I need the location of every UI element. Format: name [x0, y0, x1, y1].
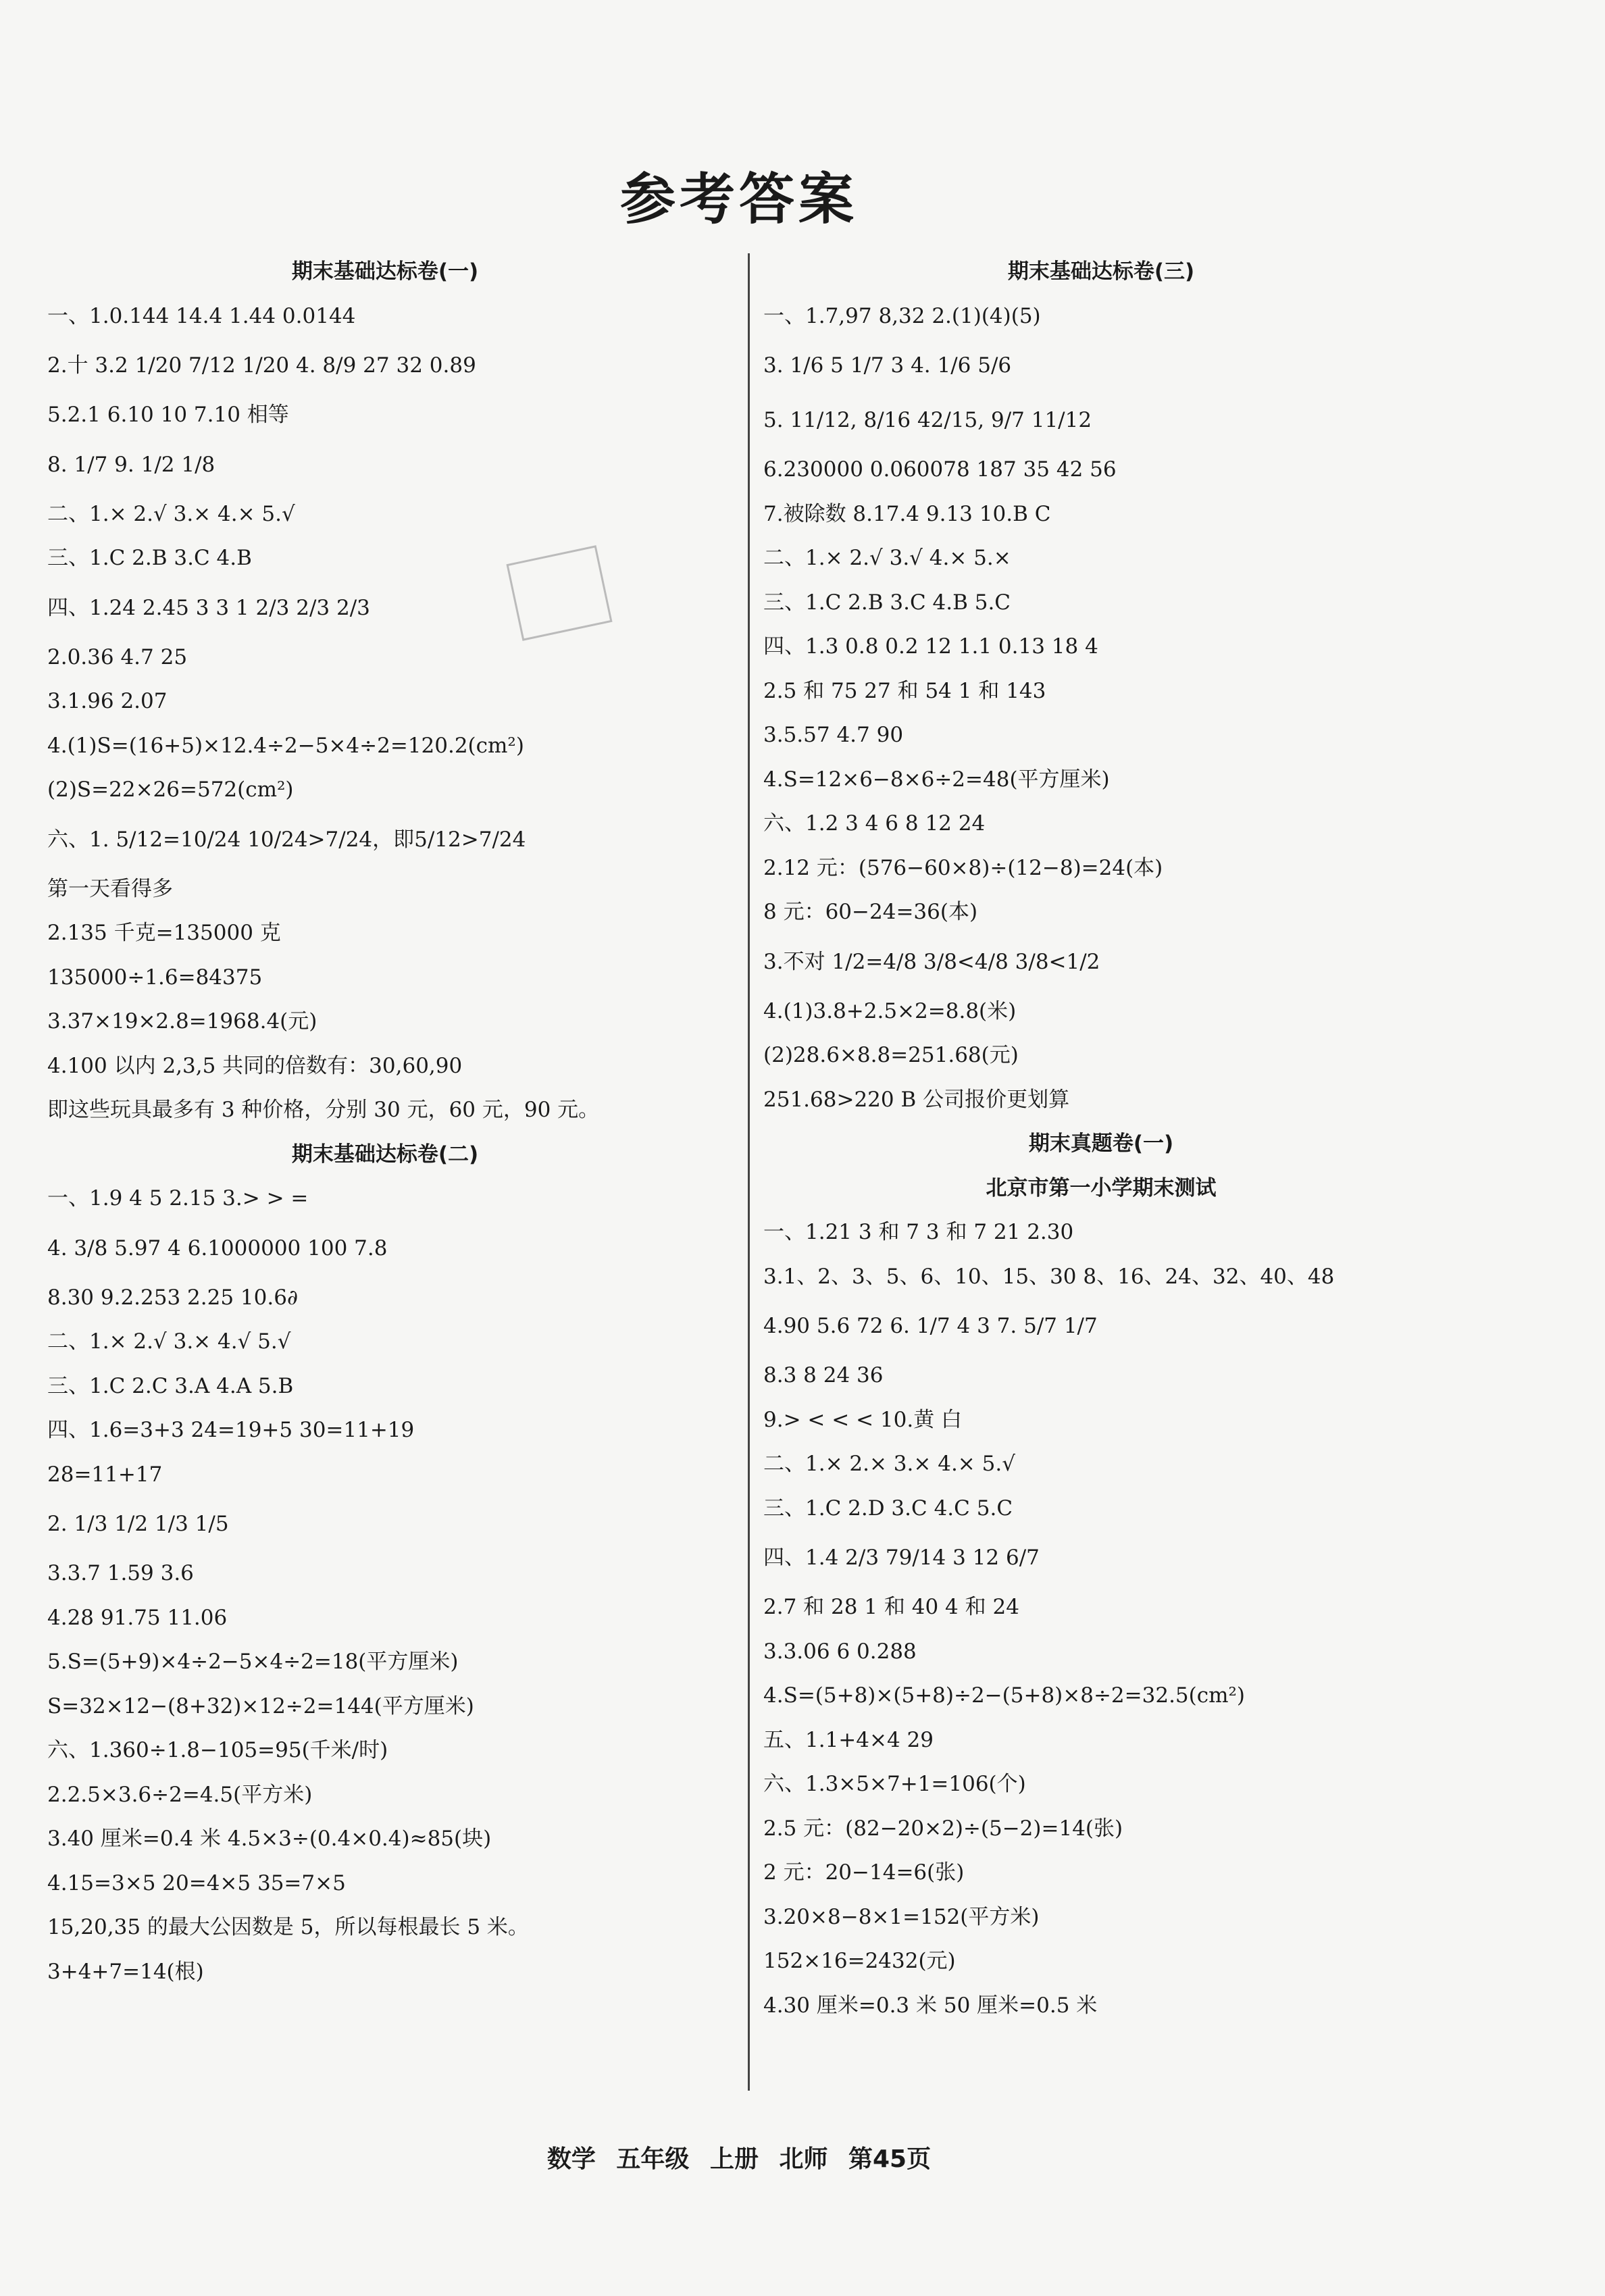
answer-line: 四、1.6=3+3 24=19+5 30=11+19	[47, 1418, 415, 1442]
page-title: 参考答案	[619, 168, 858, 232]
answer-line: 3.37×19×2.8=1968.4(元)	[47, 1009, 317, 1034]
section-heading: 期末基础达标卷(二)	[291, 1142, 479, 1167]
answer-line: 一、1.21 3 和 7 3 和 7 21 2.30	[763, 1220, 1074, 1244]
answer-line: 4.28 91.75 11.06	[47, 1605, 228, 1630]
section-heading: 期末基础达标卷(三)	[1007, 259, 1195, 284]
answer-line: 四、1.3 0.8 0.2 12 1.1 0.13 18 4	[763, 634, 1098, 659]
answer-line: 一、1.0.144 14.4 1.44 0.0144	[47, 303, 356, 328]
left-column	[47, 250, 723, 1994]
answer-line: 二、1.× 2.√ 3.× 4.√ 5.√	[47, 1329, 291, 1354]
answer-line: 3.3.06 6 0.288	[763, 1639, 917, 1664]
answer-line: 15,20,35 的最大公因数是 5，所以每根最长 5 米。	[47, 1915, 529, 1939]
answer-line: 5.2.1 6.10 10 7.10 相等	[47, 403, 289, 427]
answer-line: 二、1.× 2.√ 3.√ 4.× 5.×	[763, 546, 1011, 570]
answer-line: 一、1.7,97 8,32 2.(1)(4)(5)	[763, 303, 1041, 328]
answer-line: 28=11+17	[47, 1462, 163, 1487]
answer-line: 2.7 和 28 1 和 40 4 和 24	[763, 1595, 1019, 1619]
answer-line: 2.十 3.2 1/20 7/12 1/20 4. 8/9 27 32 0.89	[47, 353, 476, 378]
answer-line: 一、1.9 4 5 2.15 3.> > =	[47, 1186, 309, 1210]
answer-line: 2. 1/3 1/2 1/3 1/5	[47, 1512, 229, 1536]
answer-line: 三、1.C 2.C 3.A 4.A 5.B	[47, 1373, 294, 1398]
answer-line: 8 元：60−24=36(本)	[763, 900, 978, 924]
answer-line: 三、1.C 2.B 3.C 4.B 5.C	[763, 590, 1011, 615]
answer-line: 3.20×8−8×1=152(平方米)	[763, 1904, 1040, 1929]
answer-line: 2.5 和 75 27 和 54 1 和 143	[763, 678, 1046, 703]
answer-line: (2)28.6×8.8=251.68(元)	[763, 1043, 1019, 1067]
answer-line: 7.被除数 8.17.4 9.13 10.B C	[763, 501, 1051, 526]
answer-line: 3+4+7=14(根)	[47, 1959, 204, 1984]
answer-line: 4.S=12×6−8×6÷2=48(平方厘米)	[763, 767, 1110, 792]
page-footer: 数学 五年级 上册 北师 第45页	[546, 2145, 932, 2173]
answer-line: 三、1.C 2.B 3.C 4.B	[47, 546, 252, 570]
answer-line: 251.68>220 B 公司报价更划算	[763, 1087, 1070, 1112]
answer-line: 4.15=3×5 20=4×5 35=7×5	[47, 1870, 346, 1895]
section-heading: 期末真题卷(一)	[1028, 1131, 1174, 1156]
answer-line: 3.不对 1/2=4/8 3/8<4/8 3/8<1/2	[763, 949, 1100, 974]
answer-line: 3.1、2、3、5、6、10、15、30 8、16、24、32、40、48	[763, 1264, 1335, 1289]
answer-line: 8.3 8 24 36	[763, 1363, 884, 1387]
answer-line: 四、1.24 2.45 3 3 1 2/3 2/3 2/3	[47, 595, 370, 620]
answer-line: 3.1.96 2.07	[47, 689, 168, 713]
answer-line: 四、1.4 2/3 79/14 3 12 6/7	[763, 1546, 1040, 1570]
answer-line: 4.(1)S=(16+5)×12.4÷2−5×4÷2=120.2(cm²)	[47, 733, 524, 758]
answer-line: 六、1.2 3 4 6 8 12 24	[763, 811, 986, 836]
answer-line: 4.S=(5+8)×(5+8)÷2−(5+8)×8÷2=32.5(cm²)	[763, 1683, 1246, 1708]
answer-line: 六、1. 5/12=10/24 10/24>7/24，即5/12>7/24	[47, 827, 526, 852]
answer-line: 2.12 元：(576−60×8)÷(12−8)=24(本)	[763, 855, 1163, 880]
answer-line: 4.(1)3.8+2.5×2=8.8(米)	[763, 998, 1017, 1023]
answer-line: 8. 1/7 9. 1/2 1/8	[47, 452, 215, 477]
answer-line: S=32×12−(8+32)×12÷2=144(平方厘米)	[47, 1693, 474, 1718]
answer-line: 8.30 9.2.253 2.25 10.6∂	[47, 1285, 298, 1310]
answer-line: 二、1.× 2.√ 3.× 4.× 5.√	[47, 501, 295, 526]
answer-line: 2 元：20−14=6(张)	[763, 1860, 965, 1885]
answer-line: 2.135 千克=135000 克	[47, 921, 281, 945]
answer-line: 4. 3/8 5.97 4 6.1000000 100 7.8	[47, 1235, 388, 1260]
answer-line: 2.5 元：(82−20×2)÷(5−2)=14(张)	[763, 1816, 1123, 1841]
column-divider	[748, 253, 750, 2091]
answer-line: 三、1.C 2.D 3.C 4.C 5.C	[763, 1496, 1013, 1521]
answer-line: 3.3.7 1.59 3.6	[47, 1561, 194, 1585]
answer-line: 3.40 厘米=0.4 米 4.5×3÷(0.4×0.4)≈85(块)	[47, 1827, 492, 1851]
section-heading: 期末基础达标卷(一)	[291, 259, 479, 284]
section-heading: 北京市第一小学期末测试	[986, 1175, 1217, 1200]
answer-line: 152×16=2432(元)	[763, 1949, 956, 1973]
answer-line: 4.100 以内 2,3,5 共同的倍数有：30,60,90	[47, 1053, 463, 1078]
answer-line: 第一天看得多	[47, 876, 173, 901]
answer-line: 2.0.36 4.7 25	[47, 644, 188, 669]
answer-line: (2)S=22×26=572(cm²)	[47, 777, 294, 802]
answer-line: 9.> < < < 10.黄 白	[763, 1407, 963, 1432]
answer-line: 4.90 5.6 72 6. 1/7 4 3 7. 5/7 1/7	[763, 1314, 1098, 1338]
answer-line: 135000÷1.6=84375	[47, 965, 263, 990]
answer-line: 5. 11/12, 8/16 42/15, 9/7 11/12	[763, 408, 1092, 432]
answer-line: 6.230000 0.060078 187 35 42 56	[763, 457, 1117, 482]
answer-line: 六、1.360÷1.8−105=95(千米/时)	[47, 1738, 388, 1762]
answer-line: 二、1.× 2.× 3.× 4.× 5.√	[763, 1452, 1015, 1476]
answer-line: 2.2.5×3.6÷2=4.5(平方米)	[47, 1782, 313, 1807]
right-column	[763, 250, 1439, 2028]
answer-line: 3. 1/6 5 1/7 3 4. 1/6 5/6	[763, 353, 1012, 378]
answer-line: 六、1.3×5×7+1=106(个)	[763, 1772, 1026, 1796]
answer-line: 3.5.57 4.7 90	[763, 723, 904, 747]
answer-line: 五、1.1+4×4 29	[763, 1727, 934, 1752]
answer-line: 4.30 厘米=0.3 米 50 厘米=0.5 米	[763, 1993, 1098, 2018]
answer-line: 即这些玩具最多有 3 种价格，分别 30 元，60 元，90 元。	[47, 1098, 600, 1122]
answer-line: 5.S=(5+9)×4÷2−5×4÷2=18(平方厘米)	[47, 1650, 459, 1674]
